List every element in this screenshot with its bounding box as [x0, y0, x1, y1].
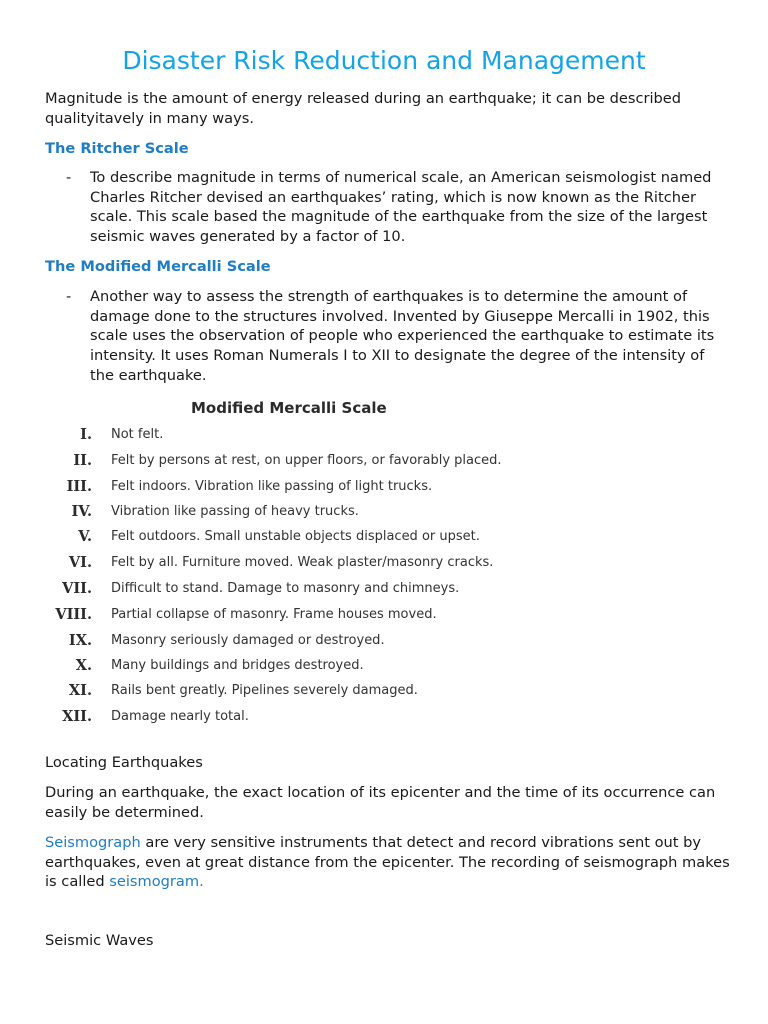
scale-row [45, 708, 565, 733]
scale-description: Felt indoors. Vibration like passing of light trucks. [111, 479, 433, 494]
scale-description: Damage nearly total. [111, 709, 249, 724]
scale-row [45, 503, 565, 528]
scale-numeral: V. [78, 528, 92, 545]
scale-description: Felt outdoors. Small unstable objects displaced or upset. [111, 529, 480, 544]
scale-row [45, 580, 565, 605]
scale-numeral: XI. [68, 682, 92, 699]
ritcher-bullet [45, 168, 725, 248]
scale-description: Felt by persons at rest, on upper floors, or favorably placed. [111, 453, 502, 468]
scale-description: Difficult to stand. Damage to masonry and chimneys. [111, 581, 460, 596]
seismograph-text: are very sensitive instruments that detect and record vibrations sent out by earthquakes, even at great distance from the epicenter. The recording of seismograph makes is called [45, 834, 730, 891]
scale-description: Vibration like passing of heavy trucks. [111, 504, 359, 519]
scale-row [45, 478, 565, 503]
mercalli-bullet [45, 287, 725, 387]
seismogram-link[interactable]: seismogram. [109, 873, 204, 891]
scale-row [45, 606, 565, 631]
scale-numeral: X. [75, 657, 92, 674]
locating-earthquakes-heading: Locating Earthquakes [45, 754, 203, 771]
scale-row [45, 452, 565, 477]
scale-row [45, 554, 565, 579]
scale-description: Partial collapse of masonry. Frame houses moved. [111, 607, 437, 622]
scale-numeral: XII. [62, 708, 92, 725]
seismograph-paragraph [45, 833, 735, 892]
ritcher-bullet-text: To describe magnitude in terms of numerical scale, an American seismologist named Charles Ritcher devised an earthquakes’ rating, which is now known as the Ritcher scale. This scale based the magnitude of the earthquake from the size of the largest seismic waves generated by a factor of 10. [90, 169, 712, 246]
mercalli-scale-heading: The Modified Mercalli Scale [45, 258, 271, 275]
scale-numeral: IV. [71, 503, 92, 520]
document-title: Disaster Risk Reduction and Management [122, 46, 646, 75]
seismic-waves-heading: Seismic Waves [45, 932, 154, 949]
mercalli-figure-title: Modified Mercalli Scale [191, 399, 387, 417]
bullet-marker: - [66, 288, 72, 305]
bullet-marker: - [66, 169, 72, 186]
scale-numeral: VIII. [55, 606, 92, 623]
scale-numeral: VI. [68, 554, 92, 571]
scale-description: Many buildings and bridges destroyed. [111, 658, 364, 673]
mercalli-scale-figure [45, 395, 565, 745]
scale-row [45, 657, 565, 682]
scale-row [45, 682, 565, 707]
scale-row [45, 632, 565, 657]
scale-description: Masonry seriously damaged or destroyed. [111, 633, 385, 648]
scale-numeral: III. [66, 478, 92, 495]
locating-paragraph: During an earthquake, the exact location of its epicenter and the time of its occurrence can easily be determined. [45, 784, 716, 821]
ritcher-scale-heading: The Ritcher Scale [45, 140, 189, 157]
scale-numeral: IX. [68, 632, 92, 649]
scale-numeral: I. [80, 426, 92, 443]
scale-description: Not felt. [111, 427, 164, 442]
scale-numeral: II. [73, 452, 92, 469]
scale-description: Felt by all. Furniture moved. Weak plaster/masonry cracks. [111, 555, 494, 570]
scale-row [45, 426, 565, 451]
mercalli-bullet-text: Another way to assess the strength of earthquakes is to determine the amount of damage done to the structures involved. Invented by Giuseppe Mercalli in 1902, this scale uses the observation of people who experienced the earthquake to estimate its intensity. It uses Roman Numerals I to XII to designate the degree of the intensity of the earthquake. [90, 288, 715, 384]
seismograph-link[interactable]: Seismograph [45, 834, 141, 851]
scale-numeral: VII. [62, 580, 92, 597]
intro-paragraph: Magnitude is the amount of energy released during an earthquake; it can be described qualityitavely in many ways. [45, 90, 682, 127]
scale-row [45, 528, 565, 553]
scale-description: Rails bent greatly. Pipelines severely damaged. [111, 683, 418, 698]
